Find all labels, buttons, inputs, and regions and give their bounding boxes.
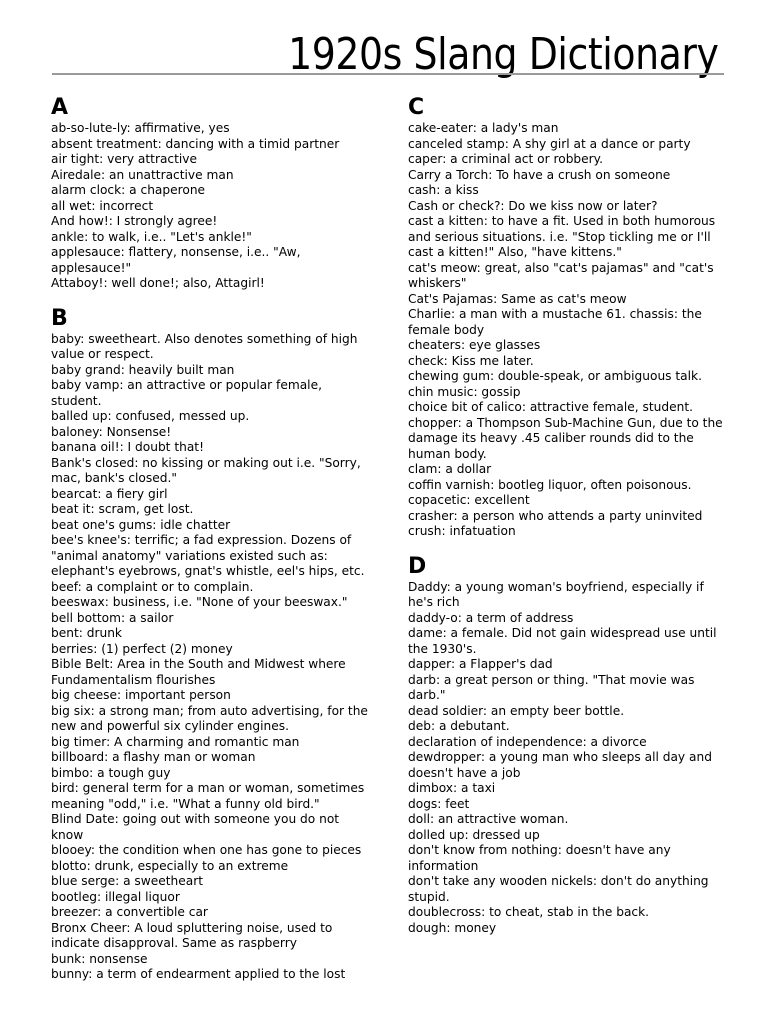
dictionary-entry: all wet: incorrect bbox=[51, 198, 154, 213]
dictionary-entry: deb: a debutant. bbox=[408, 719, 510, 733]
dictionary-entry: Airedale: an unattractive man bbox=[51, 167, 234, 182]
dictionary-entry: beat one's gums: idle chatter bbox=[51, 517, 231, 532]
dictionary-entry: crush: infatuation bbox=[408, 524, 516, 538]
dictionary-entry: baby vamp: an attractive or popular female, student. bbox=[51, 378, 322, 408]
section-d bbox=[408, 554, 728, 937]
entry-list bbox=[408, 121, 728, 540]
dictionary-entry: cake-eater: a lady's man bbox=[408, 121, 559, 135]
dictionary-entry: bent: drunk bbox=[51, 626, 122, 640]
dictionary-entry: blooey: the condition when one has gone to pieces bbox=[51, 843, 362, 857]
dictionary-entry: bearcat: a fiery girl bbox=[51, 486, 168, 501]
dictionary-entry: big cheese: important person bbox=[51, 688, 231, 702]
dictionary-entry: declaration of independence: a divorce bbox=[408, 734, 647, 749]
dictionary-entry: doublecross: to cheat, stab in the back. bbox=[408, 905, 650, 919]
dictionary-entry: cheaters: eye glasses bbox=[408, 338, 541, 352]
dictionary-entry: choice bit of calico: attractive female, student. bbox=[408, 400, 693, 414]
dictionary-entry: darb: a great person or thing. "That movie was darb." bbox=[408, 672, 695, 702]
dictionary-entry: caper: a criminal act or robbery. bbox=[408, 152, 604, 166]
dictionary-entry: Attaboy!: well done!; also, Attagirl! bbox=[51, 276, 265, 290]
dictionary-entry: crasher: a person who attends a party uninvited bbox=[408, 508, 703, 523]
dictionary-entry: dapper: a Flapper's dad bbox=[408, 657, 553, 671]
dictionary-entry: absent treatment: dancing with a timid partner bbox=[51, 136, 340, 151]
dictionary-entry: chin music: gossip bbox=[408, 384, 521, 399]
dictionary-entry: bunk: nonsense bbox=[51, 951, 148, 966]
dictionary-entry: daddy-o: a term of address bbox=[408, 610, 574, 625]
dictionary-entry: Charlie: a man with a mustache 61. chassis: the female body bbox=[408, 307, 702, 337]
dictionary-entry: chewing gum: double-speak, or ambiguous talk. bbox=[408, 369, 702, 383]
dictionary-entry: beat it: scram, get lost. bbox=[51, 502, 194, 516]
dictionary-entry: And how!: I strongly agree! bbox=[51, 214, 218, 228]
dictionary-entry: Cash or check?: Do we kiss now or later? bbox=[408, 198, 658, 213]
dictionary-entry: cast a kitten: to have a fit. Used in both humorous and serious situations. i.e. "Stop tickling me or I'll cast a kitten!" Also, "have kittens." bbox=[408, 214, 716, 259]
dictionary-entry: bootleg: illegal liquor bbox=[51, 889, 180, 904]
dictionary-entry: balled up: confused, messed up. bbox=[51, 409, 250, 423]
dictionary-entry: dimbox: a taxi bbox=[408, 781, 496, 795]
dictionary-entry: doll: an attractive woman. bbox=[408, 812, 569, 826]
left-column bbox=[51, 95, 371, 1024]
section-a bbox=[51, 95, 371, 292]
dictionary-entry: dough: money bbox=[408, 920, 497, 935]
dictionary-entry: big timer: A charming and romantic man bbox=[51, 734, 300, 749]
dictionary-entry: cash: a kiss bbox=[408, 183, 479, 197]
dictionary-entry: bell bottom: a sailor bbox=[51, 610, 174, 625]
dictionary-entry: dogs: feet bbox=[408, 796, 470, 811]
dictionary-entry: dewdropper: a young man who sleeps all day and doesn't have a job bbox=[408, 750, 712, 780]
dictionary-entry: Daddy: a young woman's boyfriend, especially if he's rich bbox=[408, 579, 704, 609]
section-letter: D bbox=[408, 553, 427, 579]
dictionary-entry: ankle: to walk, i.e.. "Let's ankle!" bbox=[51, 229, 252, 244]
entry-list bbox=[408, 580, 728, 937]
dictionary-entry: bunny: a term of endearment applied to the lost bbox=[51, 967, 346, 981]
dictionary-entry: don't know from nothing: doesn't have any information bbox=[408, 843, 671, 873]
dictionary-entry: berries: (1) perfect (2) money bbox=[51, 641, 233, 656]
dictionary-entry: billboard: a flashy man or woman bbox=[51, 750, 256, 764]
section-b bbox=[51, 306, 371, 983]
right-column bbox=[408, 95, 728, 1024]
dictionary-entry: blue serge: a sweetheart bbox=[51, 874, 203, 888]
dictionary-entry: dame: a female. Did not gain widespread use until the 1930's. bbox=[408, 626, 717, 656]
dictionary-entry: blotto: drunk, especially to an extreme bbox=[51, 858, 289, 873]
dictionary-entry: chopper: a Thompson Sub-Machine Gun, due to the damage its heavy .45 caliber rounds did to the human body. bbox=[408, 415, 723, 461]
dictionary-entry: ab-so-lute-ly: affirmative, yes bbox=[51, 121, 230, 135]
dictionary-entry: bimbo: a tough guy bbox=[51, 765, 171, 780]
dictionary-entry: Cat's Pajamas: Same as cat's meow bbox=[408, 291, 627, 306]
dictionary-entry: air tight: very attractive bbox=[51, 152, 198, 166]
entry-list bbox=[51, 121, 371, 292]
section-letter: B bbox=[51, 305, 68, 331]
section-c bbox=[408, 95, 728, 540]
dictionary-entry: dolled up: dressed up bbox=[408, 827, 540, 842]
dictionary-entry: beeswax: business, i.e. "None of your beeswax." bbox=[51, 595, 348, 609]
title-divider bbox=[52, 73, 724, 75]
dictionary-entry: don't take any wooden nickels: don't do anything stupid. bbox=[408, 874, 709, 904]
dictionary-entry: Bible Belt: Area in the South and Midwest where Fundamentalism flourishes bbox=[51, 657, 346, 687]
dictionary-entry: beef: a complaint or to complain. bbox=[51, 579, 254, 594]
dictionary-entry: clam: a dollar bbox=[408, 462, 492, 476]
dictionary-entry: coffin varnish: bootleg liquor, often poisonous. bbox=[408, 477, 692, 492]
section-letter: A bbox=[51, 95, 69, 120]
dictionary-entry: breezer: a convertible car bbox=[51, 905, 208, 919]
dictionary-entry: big six: a strong man; from auto advertising, for the new and powerful six cylinder engines. bbox=[51, 703, 368, 733]
section-letter: C bbox=[408, 95, 425, 120]
dictionary-entry: Bank's closed: no kissing or making out i.e. "Sorry, mac, bank's closed." bbox=[51, 455, 361, 485]
dictionary-entry: baby: sweetheart. Also denotes something of high value or respect. bbox=[51, 331, 358, 361]
dictionary-entry: banana oil!: I doubt that! bbox=[51, 440, 204, 454]
dictionary-entry: cat's meow: great, also "cat's pajamas" and "cat's whiskers" bbox=[408, 260, 714, 290]
dictionary-entry: baloney: Nonsense! bbox=[51, 424, 172, 439]
dictionary-entry: dead soldier: an empty beer bottle. bbox=[408, 703, 625, 718]
entry-list bbox=[51, 332, 371, 983]
dictionary-entry: baby grand: heavily built man bbox=[51, 362, 235, 377]
dictionary-entry: bird: general term for a man or woman, sometimes meaning "odd," i.e. "What a funny old bird." bbox=[51, 781, 365, 811]
dictionary-entry: alarm clock: a chaperone bbox=[51, 183, 206, 197]
dictionary-entry: Blind Date: going out with someone you do not know bbox=[51, 812, 340, 842]
dictionary-entry: applesauce: flattery, nonsense, i.e.. "Aw, applesauce!" bbox=[51, 245, 301, 275]
dictionary-entry: bee's knee's: terrific; a fad expression. Dozens of "animal anatomy" variations existed such as: elephant's eyebrows, gnat's whistle, eel's hips, etc. bbox=[51, 533, 365, 578]
dictionary-entry: copacetic: excellent bbox=[408, 493, 530, 507]
page-title: 1920s Slang Dictionary bbox=[287, 29, 718, 80]
dictionary-entry: check: Kiss me later. bbox=[408, 353, 534, 368]
dictionary-entry: Carry a Torch: To have a crush on someone bbox=[408, 167, 671, 182]
dictionary-entry: canceled stamp: A shy girl at a dance or party bbox=[408, 136, 691, 151]
dictionary-entry: Bronx Cheer: A loud spluttering noise, used to indicate disapproval. Same as raspberry bbox=[51, 920, 333, 950]
